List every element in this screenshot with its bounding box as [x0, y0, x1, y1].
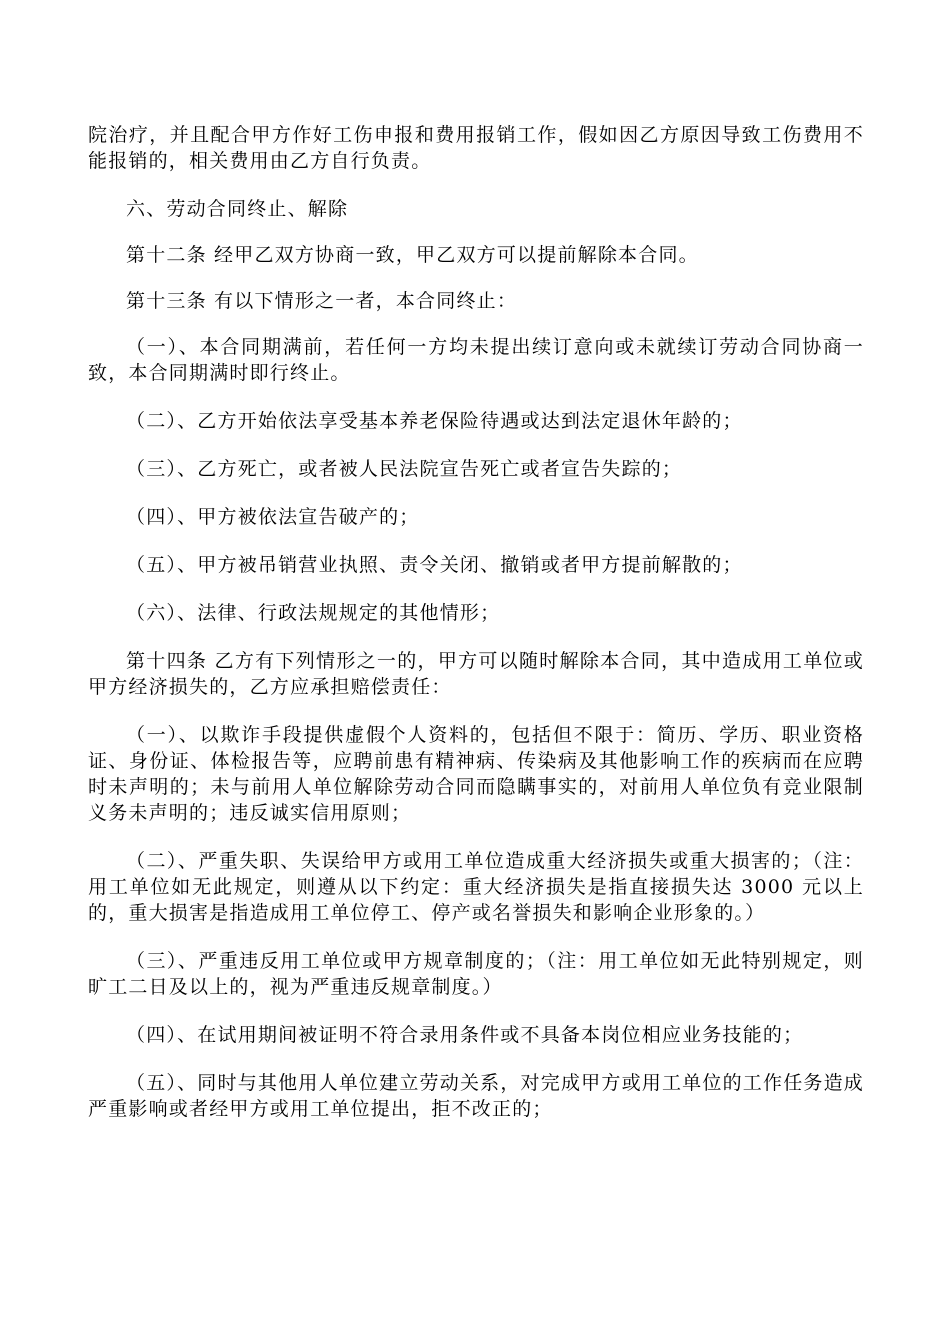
article-13: 第十三条 有以下情形之一者，本合同终止：: [126, 290, 518, 312]
article-14: 第十四条 乙方有下列情形之一的，甲方可以随时解除本合同，其中造成用工单位或甲方经济损失的，乙方应承担赔偿责任：: [88, 650, 864, 698]
article-13-item-1: （一）、本合同期满前，若任何一方均未提出续订意向或未就续订劳动合同协商一致，本合同期满时即行终止。: [88, 336, 864, 384]
article-14-item-1: （一）、以欺诈手段提供虚假个人资料的，包括但不限于：简历、学历、职业资格证、身份证、体检报告等，应聘前患有精神病、传染病及其他影响工作的疾病而在应聘时未声明的；未与前用人单位解除劳动合同而隐瞒事实的，对前用人单位负有竞业限制义务未声明的；违反诚实信用原则；: [88, 724, 864, 824]
article-13-item-5: （五）、甲方被吊销营业执照、责令关闭、撤销或者甲方提前解散的；: [126, 554, 743, 576]
document-body: [88, 122, 864, 1144]
article-13-item-6: （六）、法律、行政法规规定的其他情形；: [126, 602, 501, 624]
article-14-item-5: （五）、同时与其他用人单位建立劳动关系，对完成甲方或用工单位的工作任务造成严重影响或者经甲方或用工单位提出，拒不改正的；: [88, 1072, 864, 1120]
article-12: 第十二条 经甲乙双方协商一致，甲乙双方可以提前解除本合同。: [126, 244, 699, 266]
article-13-item-4: （四）、甲方被依法宣告破产的；: [126, 506, 420, 528]
article-14-item-4: （四）、在试用期间被证明不符合录用条件或不具备本岗位相应业务技能的；: [126, 1024, 804, 1046]
paragraph-continuation: 院治疗，并且配合甲方作好工伤申报和费用报销工作，假如因乙方原因导致工伤费用不能报销的，相关费用由乙方自行负责。: [88, 124, 864, 172]
article-13-item-2: （二）、乙方开始依法享受基本养老保险待遇或达到法定退休年龄的；: [126, 410, 743, 432]
article-13-item-3: （三）、乙方死亡，或者被人民法院宣告死亡或者宣告失踪的；: [126, 458, 683, 480]
article-14-item-2: （二）、严重失职、失误给甲方或用工单位造成重大经济损失或重大损害的；（注：用工单位如无此规定，则遵从以下约定：重大经济损失是指直接损失达 3000 元以上的，重大损害是指造成用工单位停工、停产或名誉损失和影响企业形象的。）: [88, 850, 864, 924]
article-14-item-3: （三）、严重违反用工单位或甲方规章制度的；（注：用工单位如无此特别规定，则旷工二日及以上的，视为严重违反规章制度。）: [88, 950, 864, 998]
section-heading-termination: 六、劳动合同终止、解除: [126, 198, 349, 220]
